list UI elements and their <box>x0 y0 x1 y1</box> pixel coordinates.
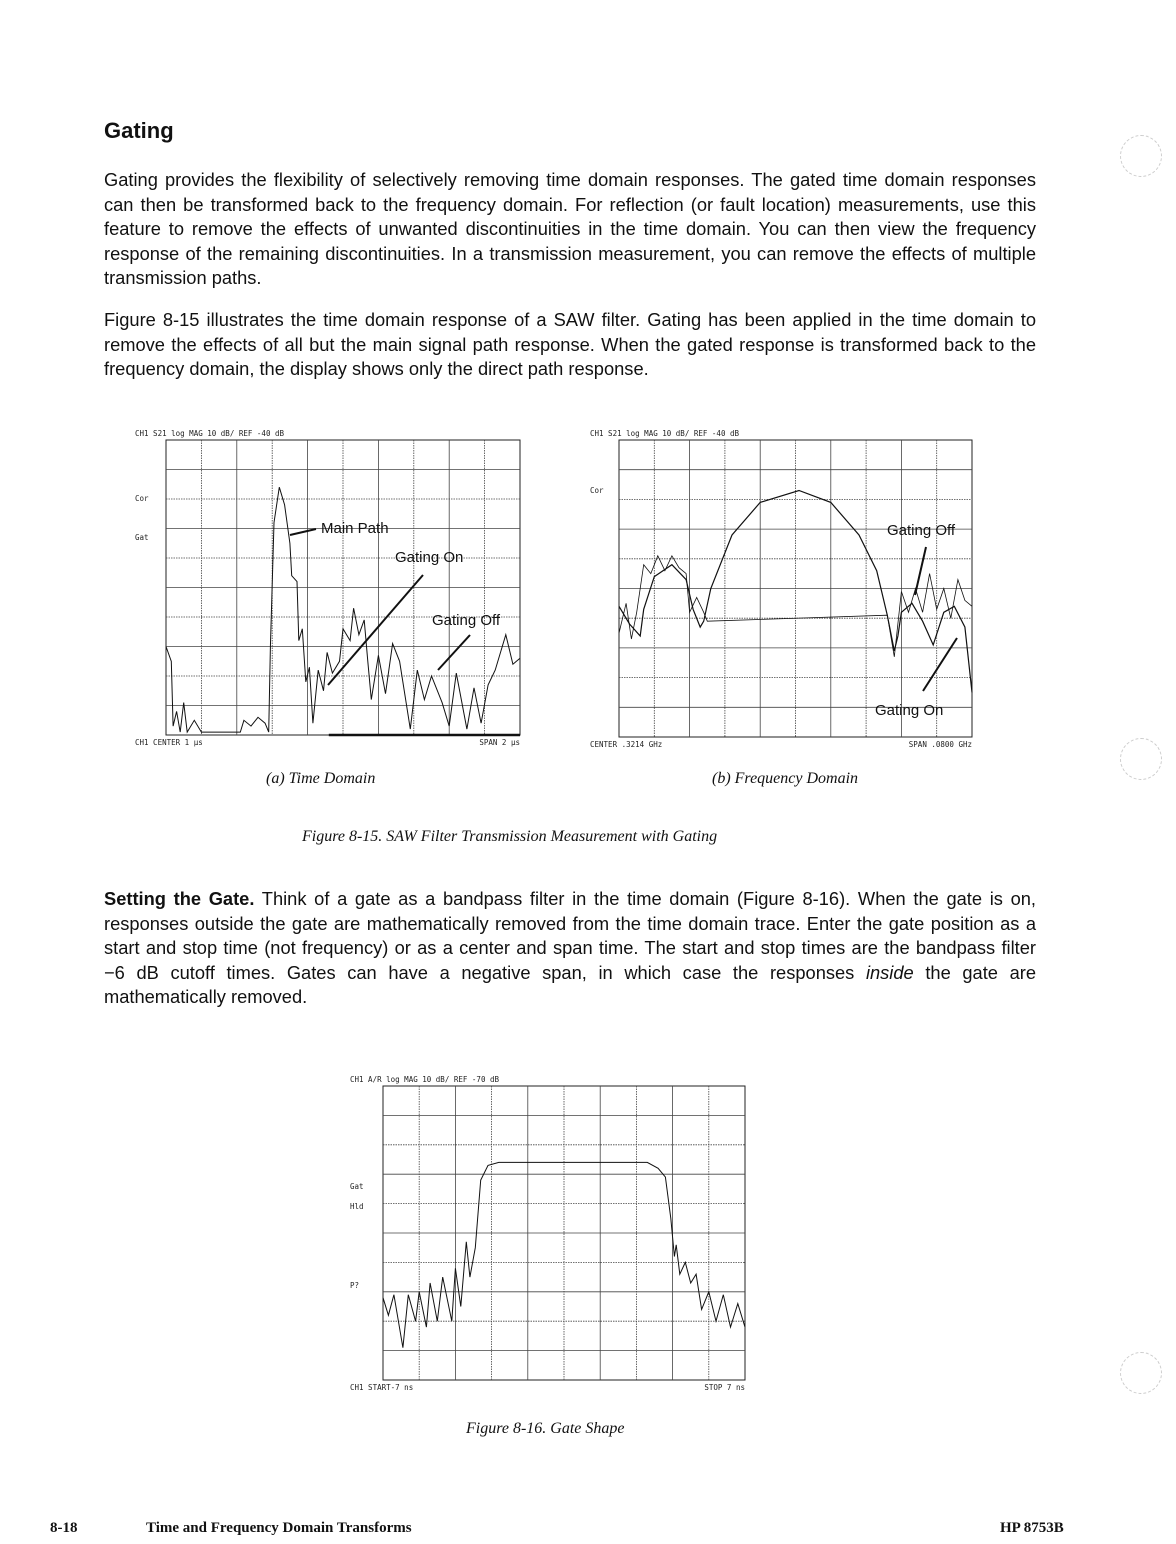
binder-hole <box>1120 1352 1162 1394</box>
plot-header: CH1 S21 log MAG 10 dB/ REF -40 dB <box>590 429 740 438</box>
annotation-leader <box>290 529 316 535</box>
product-name: HP 8753B <box>1000 1520 1064 1536</box>
annotation-leader <box>923 638 957 691</box>
plot-side-label: Cor <box>135 494 149 503</box>
page-number: 8-18 <box>50 1520 78 1536</box>
plot-frequency-domain <box>585 425 985 755</box>
plot-side-label: Gat <box>350 1182 364 1191</box>
plot-side-label: P? <box>350 1281 360 1290</box>
annotation-leader <box>915 547 926 595</box>
annotation-leader <box>328 575 423 685</box>
plot-footer-right: SPAN 2 µs <box>479 738 520 747</box>
figure-8-15-caption: Figure 8-15. SAW Filter Transmission Measurement with Gating <box>302 828 718 845</box>
subcaption-time-domain: (a) Time Domain <box>266 770 376 787</box>
text: Think of a gate as a bandpass filter in the time domain (Figure 8-16). When the gate is on, responses outside the gate are mathematically removed from the time domain trace. Enter the gate position as a start and stop time (not frequency) or as a center and span time. The start and stop times are the bandpass filter −6 dB cutoff times. Gates can have a negative span, in which case the responses <box>104 888 1036 983</box>
text: the gate are mathematically removed. <box>104 961 1036 1007</box>
annotation-label: Gating On <box>395 549 464 566</box>
plot-footer-right: SPAN .0800 GHz <box>908 740 972 749</box>
plot-footer-left: CENTER .3214 GHz <box>590 740 663 749</box>
annotation-label: Gating On <box>875 702 944 719</box>
paragraph-figure-reference: Figure 8-15 illustrates the time domain response of a SAW filter. Gating has been applied in the time domain to remove the effects of all but the main signal path response. When the gated response is transformed back to the frequency domain, the display shows only the direct path response. <box>104 309 1036 379</box>
paragraph-setting-the-gate <box>104 887 1036 1010</box>
plot-time-domain <box>130 425 530 755</box>
annotation-label: Gating Off <box>432 612 501 629</box>
plot-side-label: Gat <box>135 533 149 542</box>
section-heading: Gating <box>104 118 174 143</box>
plot-footer-right: STOP 7 ns <box>704 1383 745 1392</box>
figure-8-16-caption: Figure 8-16. Gate Shape <box>466 1420 625 1437</box>
plot-gate-shape <box>345 1065 755 1405</box>
binder-hole <box>1120 135 1162 177</box>
annotation-label: Main Path <box>321 520 389 537</box>
annotation-leader <box>438 635 470 670</box>
subcaption-frequency-domain: (b) Frequency Domain <box>712 770 859 787</box>
chapter-title: Time and Frequency Domain Transforms <box>146 1520 412 1536</box>
plot-header: CH1 A/R log MAG 10 dB/ REF -70 dB <box>350 1075 500 1084</box>
annotation-label: Gating Off <box>887 522 956 539</box>
plot-footer-left: CH1 CENTER 1 µs <box>135 738 203 747</box>
plot-footer-left: CH1 START-7 ns <box>350 1383 414 1392</box>
emphasis: inside <box>865 961 914 983</box>
plot-side-label: Hld <box>350 1202 364 1211</box>
plot-header: CH1 S21 log MAG 10 dB/ REF -40 dB <box>135 429 285 438</box>
paragraph-gating-intro: Gating provides the flexibility of selectively removing time domain responses. The gated time domain responses can then be transformed back to the frequency domain. For reflection (or fault location) measurements, use this feature to remove the effects of unwanted discontinuities in the time domain. You can then view the frequency response of the remaining discontinuities. In a transmission measurement, you can remove the effects of multiple transmission paths. <box>104 169 1036 288</box>
plot-side-label: Cor <box>590 486 604 495</box>
runin-heading: Setting the Gate. <box>104 888 255 909</box>
binder-hole <box>1120 738 1162 780</box>
